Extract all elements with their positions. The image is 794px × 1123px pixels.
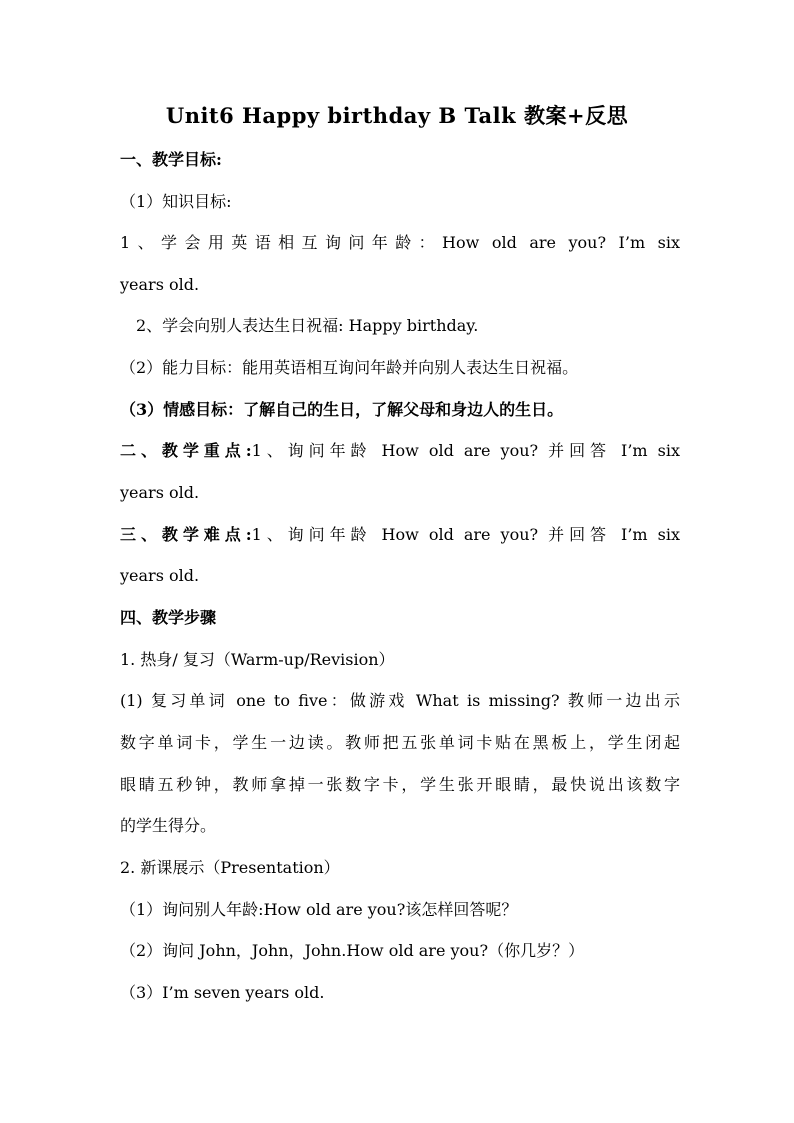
key-points-heading: 二、教学重点: bbox=[120, 441, 252, 460]
step-2-item-1: （1）询问别人年龄:How old are you?该怎样回答呢？ bbox=[120, 900, 518, 919]
step-1-paragraph-line-1: (1) 复习单词 one to five：做游戏 What is missing? 教师一边出示 bbox=[120, 691, 680, 710]
step-1-paragraph-line-3: 眼睛五秒钟，教师拿掉一张数字卡，学生张开眼睛，最快说出该数字 bbox=[120, 775, 680, 794]
step-2-item-3: （3）I’m seven years old. bbox=[120, 983, 325, 1002]
objectives-heading: 一、教学目标: bbox=[120, 150, 222, 169]
key-points-text: 1、询问年龄 How old are you? 并回答 I’m six bbox=[251, 441, 680, 460]
objective-item-1-line-2: years old. bbox=[120, 275, 200, 294]
objective-item-1-line-1: 1、学会用英语相互询问年龄：How old are you? I’m six bbox=[120, 233, 680, 252]
step-1-title: 1. 热身/ 复习（Warm-up/Revision） bbox=[120, 650, 395, 669]
difficulties-heading: 三、教学难点: bbox=[120, 525, 252, 544]
difficulties-text: 1、询问年龄 How old are you? 并回答 I’m six bbox=[251, 525, 680, 544]
difficulties-line-2: years old. bbox=[120, 566, 200, 585]
step-2-item-2: （2）询问 John，John，John.How old are you?（你几岁？） bbox=[120, 941, 585, 960]
document-title: Unit6 Happy birthday B Talk 教案+反思 bbox=[165, 103, 629, 128]
steps-heading: 四、教学步骤 bbox=[120, 608, 217, 627]
key-points-line-2: years old. bbox=[120, 483, 200, 502]
knowledge-objective-label: （1）知识目标: bbox=[120, 192, 232, 211]
emotion-objective: （3）情感目标：了解自己的生日，了解父母和身边人的生日。 bbox=[120, 400, 564, 419]
step-2-title: 2. 新课展示（Presentation） bbox=[120, 858, 340, 877]
ability-objective: （2）能力目标：能用英语相互询问年龄并向别人表达生日祝福。 bbox=[120, 358, 579, 377]
step-1-paragraph-line-2: 数字单词卡，学生一边读。教师把五张单词卡贴在黑板上，学生闭起 bbox=[120, 733, 680, 752]
difficulties-line-1 bbox=[120, 524, 680, 546]
step-1-paragraph-line-4: 的学生得分。 bbox=[120, 816, 217, 835]
key-points-line-1 bbox=[120, 440, 680, 462]
objective-item-2: 2、学会向别人表达生日祝福: Happy birthday. bbox=[136, 316, 479, 335]
